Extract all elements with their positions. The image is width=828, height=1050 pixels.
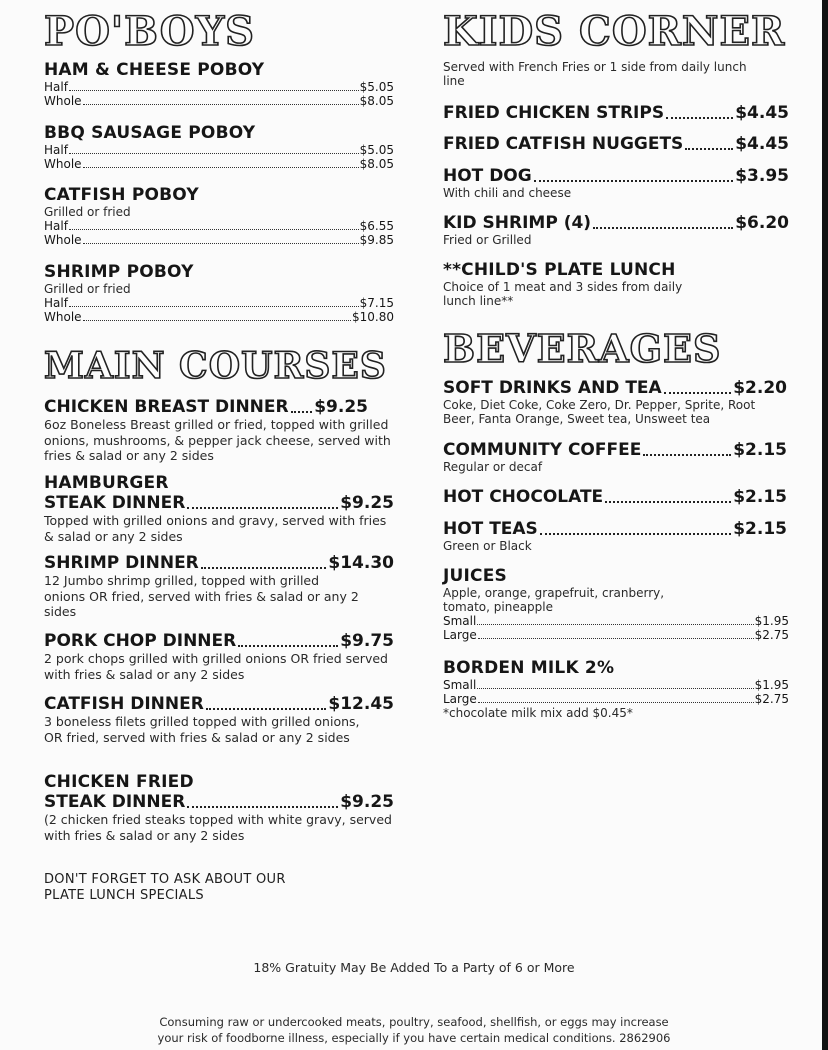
size-label: Half xyxy=(44,143,68,157)
price-row xyxy=(44,157,394,171)
kids-intro: Served with French Fries or 1 side from daily lunch line xyxy=(443,60,747,88)
beverage-title: SOFT DRINKS AND TEA xyxy=(443,378,662,398)
beverage-price: $2.15 xyxy=(733,440,787,460)
milk-item xyxy=(443,658,789,720)
poboy-desc: Grilled or fried xyxy=(44,282,131,296)
poboy-item xyxy=(44,123,394,171)
size-label: Half xyxy=(44,296,68,310)
kids-item-title: FRIED CHICKEN STRIPS xyxy=(443,103,665,123)
kids-item-price: $6.20 xyxy=(735,213,789,233)
juices-title: JUICES xyxy=(443,566,507,586)
main-course-desc: Topped with grilled onions and gravy, served with fries & salad or any 2 sides xyxy=(44,513,387,544)
size-label: Large xyxy=(443,692,477,706)
main-course-title-line1: HAMBURGER xyxy=(44,473,169,493)
main-course-item xyxy=(44,772,394,843)
size-label: Large xyxy=(443,628,477,642)
kids-item-title: KID SHRIMP (4) xyxy=(443,213,592,233)
price-row xyxy=(44,219,394,233)
price: $6.55 xyxy=(359,219,394,233)
kids-item-title-row xyxy=(443,103,789,123)
kids-item-title-row xyxy=(443,166,789,186)
main-course-item xyxy=(44,553,394,620)
main-course-price: $9.25 xyxy=(340,792,394,812)
price: $7.15 xyxy=(359,296,394,310)
size-label: Whole xyxy=(44,233,82,247)
beverage-title: HOT CHOCOLATE xyxy=(443,487,604,507)
price-row xyxy=(443,614,789,628)
main-course-title: PORK CHOP DINNER xyxy=(44,631,237,651)
main-course-price: $9.25 xyxy=(314,397,368,417)
price: $2.75 xyxy=(754,628,789,642)
price: $10.80 xyxy=(352,310,394,324)
price: $5.05 xyxy=(359,143,394,157)
price-row xyxy=(443,678,789,692)
price-row xyxy=(44,143,394,157)
price-row xyxy=(44,296,394,310)
kids-item-price: $3.95 xyxy=(735,166,789,186)
poboy-item xyxy=(44,60,394,108)
size-label: Small xyxy=(443,678,477,692)
main-course-price: $9.25 xyxy=(340,493,394,513)
beverage-item xyxy=(443,519,789,553)
main-course-title-row xyxy=(44,553,394,573)
poboy-item xyxy=(44,185,394,247)
main-course-price: $9.75 xyxy=(340,631,394,651)
price-row xyxy=(44,233,394,247)
main-course-item xyxy=(44,473,394,544)
main-course-title: STEAK DINNER xyxy=(44,493,186,513)
main-course-title-row xyxy=(44,397,368,417)
beverage-title-row xyxy=(443,487,787,507)
poboy-item xyxy=(44,262,394,324)
kids-item-desc: Fried or Grilled xyxy=(443,233,532,247)
price: $5.05 xyxy=(359,80,394,94)
page-edge xyxy=(822,0,828,1050)
kids-item-desc: With chili and cheese xyxy=(443,186,572,200)
main-course-title: SHRIMP DINNER xyxy=(44,553,199,573)
kids-corner-heading: KIDS CORNER xyxy=(443,8,786,55)
price: $1.95 xyxy=(754,614,789,628)
kids-item-title-row xyxy=(443,213,789,233)
price: $8.05 xyxy=(359,94,394,108)
size-label: Whole xyxy=(44,157,82,171)
poboy-title: BBQ SAUSAGE POBOY xyxy=(44,123,256,143)
main-course-title-row xyxy=(44,493,394,513)
main-course-desc: 12 Jumbo shrimp grilled, topped with grilled onions OR fried, served with fries & salad or any 2 sides xyxy=(44,573,359,619)
juices-desc: Apple, orange, grapefruit, cranberry, tomato, pineapple xyxy=(443,586,665,614)
main-course-title: CHICKEN BREAST DINNER xyxy=(44,397,289,417)
main-course-item xyxy=(44,694,394,745)
kids-item-title: HOT DOG xyxy=(443,166,532,186)
main-course-item xyxy=(44,631,394,682)
beverage-price: $2.15 xyxy=(733,487,787,507)
size-label: Half xyxy=(44,219,68,233)
price: $1.95 xyxy=(754,678,789,692)
poboy-desc: Grilled or fried xyxy=(44,205,131,219)
kids-item-price: $4.45 xyxy=(735,103,789,123)
kids-item-title: FRIED CATFISH NUGGETS xyxy=(443,134,684,154)
poboy-title: CATFISH POBOY xyxy=(44,185,199,205)
main-course-title: STEAK DINNER xyxy=(44,792,186,812)
price: $8.05 xyxy=(359,157,394,171)
disclaimer-line-2: your risk of foodborne illness, especially if you have certain medical conditions. 2862906 xyxy=(157,1031,671,1045)
kids-item-title-row xyxy=(443,134,789,154)
beverage-desc: Coke, Diet Coke, Coke Zero, Dr. Pepper, Sprite, Root Beer, Fanta Orange, Sweet tea, Unsweet tea xyxy=(443,398,756,426)
price-row xyxy=(443,628,789,642)
main-course-title: CATFISH DINNER xyxy=(44,694,204,714)
poboy-title: SHRIMP POBOY xyxy=(44,262,194,282)
beverage-price: $2.15 xyxy=(733,519,787,539)
disclaimer-line-1: Consuming raw or undercooked meats, poultry, seafood, shellfish, or eggs may increase xyxy=(159,1015,669,1029)
child-plate-item xyxy=(443,260,743,308)
beverage-title-row xyxy=(443,378,787,398)
child-plate-desc: Choice of 1 meat and 3 sides from daily lunch line** xyxy=(443,280,683,308)
milk-note: *chocolate milk mix add $0.45* xyxy=(443,706,633,720)
poboys-heading: PO'BOYS xyxy=(44,8,256,55)
main-course-desc: 6oz Boneless Breast grilled or fried, topped with grilled onions, mushrooms, & pepper jack cheese, served with fries & salad or any 2 sides xyxy=(44,417,391,463)
main-course-title-line1: CHICKEN FRIED xyxy=(44,772,194,792)
kids-item xyxy=(443,213,789,247)
size-label: Whole xyxy=(44,310,82,324)
price-row xyxy=(44,80,394,94)
beverage-title: COMMUNITY COFFEE xyxy=(443,440,642,460)
beverage-title: HOT TEAS xyxy=(443,519,538,539)
beverages-heading: BEVERAGES xyxy=(443,326,722,371)
kids-item-price: $4.45 xyxy=(735,134,789,154)
beverage-item xyxy=(443,440,789,474)
price-row xyxy=(443,692,789,706)
main-course-title-row xyxy=(44,631,394,651)
main-course-desc: (2 chicken fried steaks topped with white gravy, served with fries & salad or any 2 sides xyxy=(44,812,392,843)
child-plate-title: **CHILD'S PLATE LUNCH xyxy=(443,260,676,280)
juices-item xyxy=(443,566,789,642)
price: $2.75 xyxy=(754,692,789,706)
milk-title: BORDEN MILK 2% xyxy=(443,658,615,678)
main-courses-heading: MAIN COURSES xyxy=(44,345,387,387)
size-label: Whole xyxy=(44,94,82,108)
main-course-item xyxy=(44,397,394,464)
main-course-desc: 3 boneless filets grilled topped with grilled onions, OR fried, served with fries & salad or any 2 sides xyxy=(44,714,360,745)
price: $9.85 xyxy=(359,233,394,247)
gratuity-note: 18% Gratuity May Be Added To a Party of 6 or More xyxy=(253,960,575,975)
main-course-desc: 2 pork chops grilled with grilled onions OR fried served with fries & salad or any 2 sides xyxy=(44,651,388,682)
size-label: Half xyxy=(44,80,68,94)
beverage-title-row xyxy=(443,519,787,539)
main-course-title-row xyxy=(44,792,394,812)
beverage-title-row xyxy=(443,440,787,460)
size-label: Small xyxy=(443,614,477,628)
beverage-price: $2.20 xyxy=(733,378,787,398)
kids-item xyxy=(443,166,789,200)
poboy-title: HAM & CHEESE POBOY xyxy=(44,60,265,80)
price-row xyxy=(44,94,394,108)
price-row xyxy=(44,310,394,324)
plate-lunch-note: DON'T FORGET TO ASK ABOUT OUR PLATE LUNCH SPECIALS xyxy=(44,872,286,903)
main-course-price: $12.45 xyxy=(328,694,394,714)
main-course-title-row xyxy=(44,694,394,714)
main-course-price: $14.30 xyxy=(328,553,394,573)
beverage-item xyxy=(443,378,789,426)
beverage-desc: Regular or decaf xyxy=(443,460,543,474)
beverage-desc: Green or Black xyxy=(443,539,532,553)
